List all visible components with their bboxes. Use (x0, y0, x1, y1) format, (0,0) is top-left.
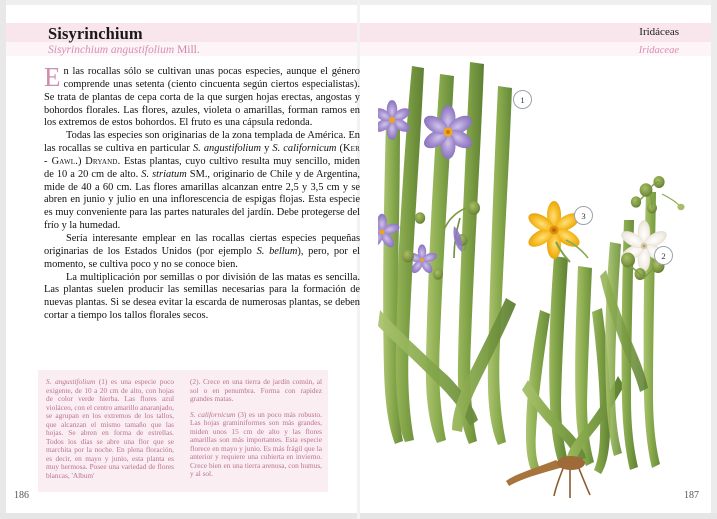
illustration-marker-1 (513, 90, 532, 109)
caption-item-2 (190, 378, 322, 404)
caption-2-text: (2). Crece en una tierra de jardín común, al sol o en penumbra. Forma con rapidez grandes matas. (190, 377, 322, 404)
plant-angustifolium (378, 62, 516, 445)
body-p2-seg2: y (261, 143, 273, 155)
marker-1-label: 1 (520, 94, 525, 105)
family-name-latin: Iridaceae (638, 45, 679, 56)
body-p2-seg3: ( (336, 143, 343, 155)
body-p2-species3: S. striatum (141, 168, 187, 180)
body-p2-seg5: . Estas plantas, cuyo cultivo resulta muy sencillo, miden de 10 a 20 cm de alto. (44, 155, 360, 180)
species-subtitle (48, 44, 200, 56)
body-p2-seg4: ) (78, 155, 86, 167)
body-paragraph-1 (44, 62, 360, 130)
caption-3-species: S. californicum (190, 409, 236, 419)
caption-item-1 (46, 378, 174, 481)
botanical-illustration (378, 60, 698, 500)
family-name-es: Iridáceas (639, 26, 679, 38)
body-paragraph-4 (44, 272, 360, 323)
caption-1-text: (1) es una especie poco exigente, de 10 a 20 cm de alto, con hojas de color verde hierba. Las flores azul violáceo, con el centro amarillo anaranjado, se agrupan en los extremos de los tallos, que alcanzan el mismo tamaño que las hojas. Se abren en forma de estrellas. Todos los días se abre una flor que se marchita por la noche. En plena floración, es decir, en mayo y junio, esta planta es muy hermosa. Posee una variedad de flores blancas, 'Album' (46, 377, 174, 481)
body-p2-species2: S. californicum (272, 143, 337, 155)
caption-1-species: S. angustifolium (46, 377, 96, 386)
page-number-right: 187 (684, 490, 699, 501)
illustration-svg (378, 60, 698, 500)
page-number-left: 186 (14, 490, 29, 501)
body-p2-species1: S. angustifolium (192, 143, 262, 155)
body-paragraph-3 (44, 233, 360, 272)
page-title: Sisyrinchium (48, 24, 143, 43)
caption-column-left (46, 378, 174, 481)
caption-3-text: (3) es un poco más robusto. Las hojas graminiformes son más grandes, miden unos 15 cm de alto y las flores amarillas son más importantes. Esta especie florece en mayo y junio. Es más frágil que la anterior y requiere una cubierta en invierno. Crece bien en una tierra arenosa, con humus, y al sol. (190, 409, 322, 479)
body-p3-seg2: ), pero, por el momento, se cultiva poco y no se conoce bien. (44, 245, 360, 270)
body-p2-seg1: Todas las especies son originarias de la zona templada de América. En las rocallas se cultiva en particular (44, 130, 360, 155)
species-name: Sisyrinchium angustifolium (48, 44, 175, 56)
body-text-column (44, 62, 361, 323)
body-p3-species1: S. bellum (256, 245, 298, 257)
flower-yellow (525, 201, 582, 259)
species-author: Mill. (174, 44, 200, 56)
body-p3-seg1: Sería interesante emplear en las rocallas ciertas especies pequeñas originarias de los Estados Unidos (por ejemplo (44, 232, 360, 257)
drop-cap: E (44, 62, 61, 92)
marker-2-label: 2 (661, 250, 666, 261)
body-p1-text: n las rocallas sólo se cultivan unas pocas especies, aunque el género comprende unas setenta (ciento cincuenta según ciertos especialistas). Se trata de plantas de cepa corta de la que surgen hojas erectas, angostas y bohordos florales. Las flores, azules, violeta o amarillas, forman ramos en los extremos de estos bohordos. El fruto es una cápsula redonda. (44, 66, 360, 129)
illustration-marker-2 (654, 246, 673, 265)
illustration-marker-3 (574, 206, 593, 225)
marker-3-label: 3 (581, 210, 586, 221)
page-edge-right (711, 0, 717, 519)
plant-fruiting-stem (600, 176, 685, 470)
caption-column-right (190, 378, 322, 479)
page-edge-left (0, 0, 6, 519)
body-p2-seg6: SM., originario de Chile y de Argentina, mide de 40 a 60 cm. Las flores amarillas alcanzan entre 2,5 y 3,5 cm y se abren en junio y julio en una inflorescencia de espigas flojas. Esta especie es muy conveniente para las partes naturales del jardín. Debe protegerse del frío y la humedad. (44, 168, 360, 232)
body-paragraph-2 (44, 130, 360, 233)
caption-item-3 (190, 411, 322, 479)
body-p4-text: La multiplicación por semillas o por división de las matas es sencilla. Las plantas suelen producir las semillas necesarias para la formación de nuevas plantas. Si se desea evitar la escarda de numerosas plantas, se deben cortar a tiempo los tallos florales secos. (44, 271, 360, 322)
body-p2-authority2: Dryand (85, 155, 118, 167)
body-p2-authority1: Ker - Gawl. (44, 143, 361, 167)
